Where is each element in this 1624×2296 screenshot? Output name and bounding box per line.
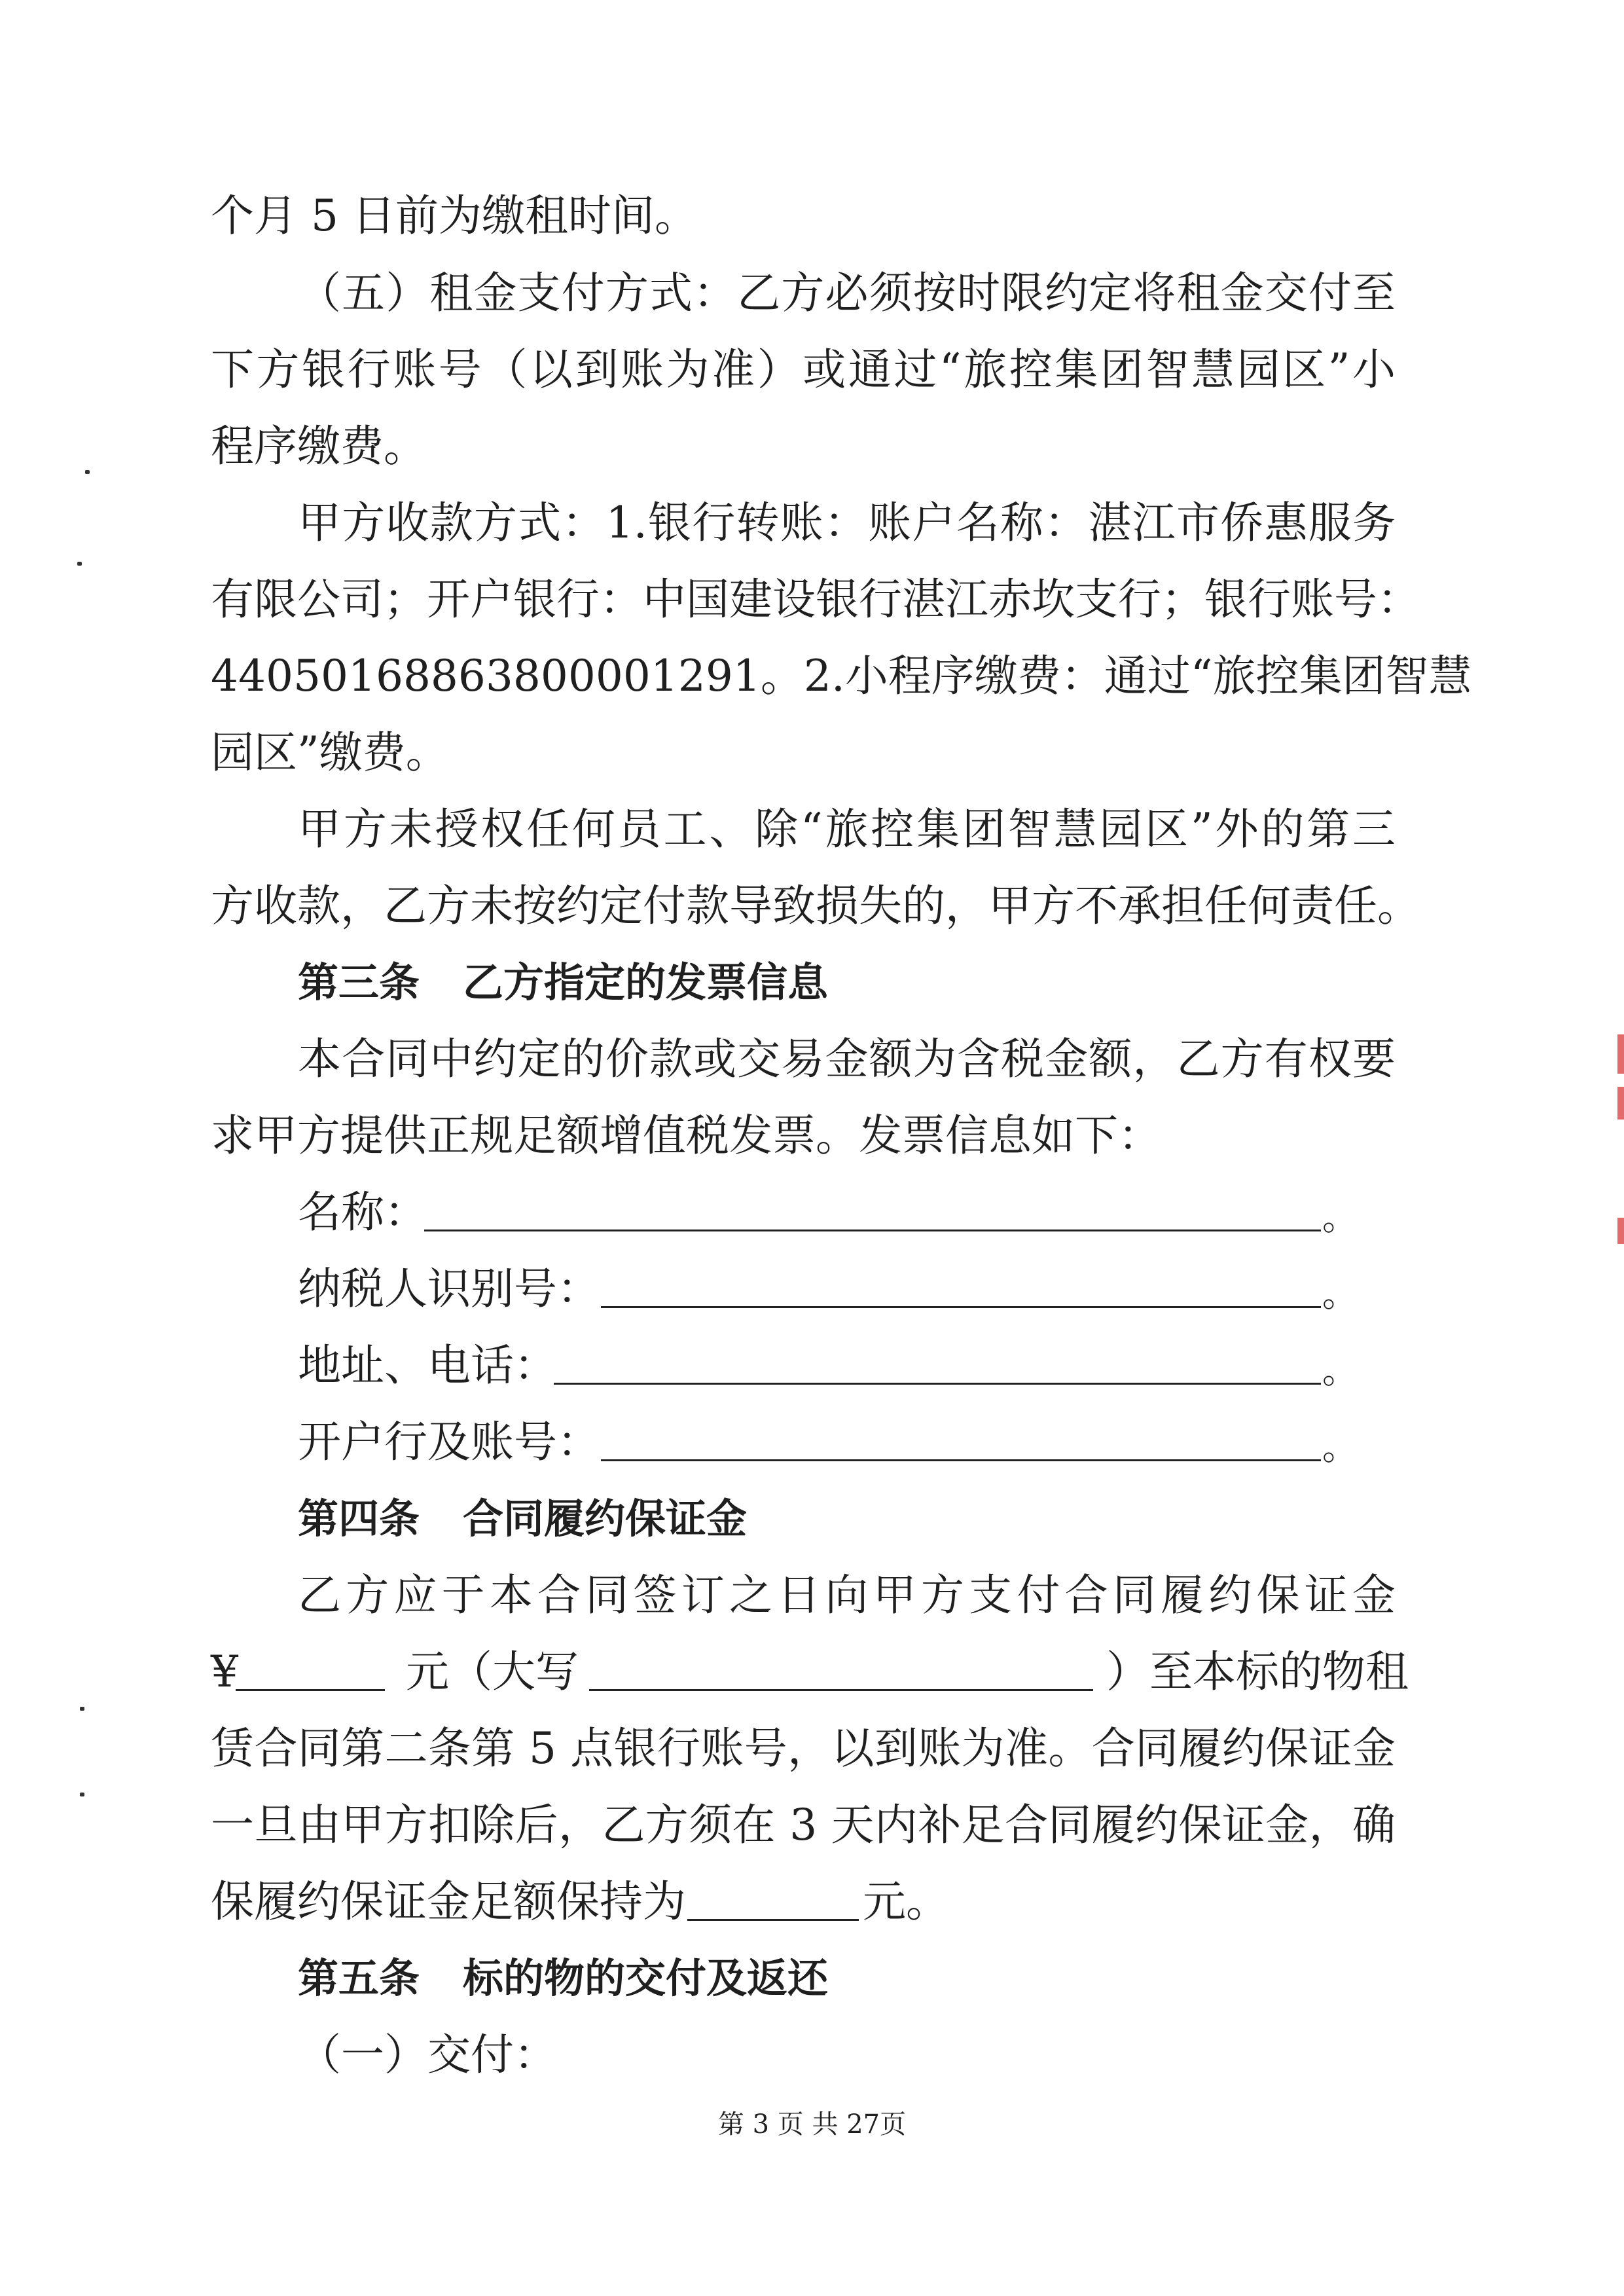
red-stamp-edge — [1617, 1087, 1624, 1120]
taxpayer-id-blank — [601, 1306, 1321, 1308]
text-line: 下方银行账号（以到账为准）或通过“旅控集团智慧园区”小 — [211, 344, 1396, 395]
invoice-name-label: 名称： — [298, 1187, 427, 1237]
field-end-mark: 。 — [1322, 1427, 1358, 1468]
bank-account-label: 开户行及账号： — [298, 1417, 600, 1467]
deposit-tail: ）至本标的物租 — [1106, 1647, 1409, 1697]
text-line: 本合同中约定的价款或交易金额为含税金额，乙方有权要 — [298, 1034, 1396, 1084]
deposit-words-blank — [589, 1689, 1093, 1691]
deposit-amount-blank — [236, 1689, 385, 1691]
text-line: 有限公司；开户银行：中国建设银行湛江赤坎支行；银行账号： — [211, 574, 1420, 625]
deposit-maintain-text: 保履约保证金足额保持为 — [211, 1876, 686, 1927]
text-line: 求甲方提供正规足额增值税发票。发票信息如下： — [211, 1110, 1161, 1161]
article-5-heading: 第五条 标的物的交付及返还 — [298, 1954, 829, 2002]
field-end-mark: 。 — [1322, 1350, 1358, 1391]
article-4-heading: 第四条 合同履约保证金 — [298, 1495, 748, 1542]
address-phone-label: 地址、电话： — [298, 1340, 557, 1391]
address-phone-blank — [554, 1383, 1321, 1385]
text-line: 甲方收款方式：1.银行转账：账户名称：湛江市侨惠服务 — [298, 498, 1396, 548]
text-line: 个月 5 日前为缴租时间。 — [211, 191, 698, 241]
text-line: 甲方未授权任何员工、除“旅控集团智慧园区”外的第三 — [298, 804, 1396, 854]
text-line: 园区”缴费。 — [211, 727, 449, 778]
scan-speck — [77, 562, 82, 566]
deposit-unit: 元（大写 — [406, 1647, 579, 1697]
text-line: 程序缴费。 — [211, 421, 427, 471]
article-3-heading: 第三条 乙方指定的发票信息 — [298, 958, 829, 1006]
red-stamp-edge — [1617, 1218, 1624, 1244]
bank-account-blank — [601, 1459, 1321, 1461]
text-line: 方收款，乙方未按约定付款导致损失的，甲方不承担任何责任。 — [211, 881, 1420, 931]
text-line: 44050168863800001291。2.小程序缴费：通过“旅控集团智慧 — [211, 651, 1472, 701]
text-line: 一旦由甲方扣除后，乙方须在 3 天内补足合同履约保证金，确 — [211, 1800, 1396, 1850]
text-line: 乙方应于本合同签订之日向甲方支付合同履约保证金 — [298, 1570, 1396, 1620]
red-stamp-edge — [1617, 1034, 1624, 1074]
text-line: 赁合同第二条第 5 点银行账号，以到账为准。合同履约保证金 — [211, 1723, 1396, 1774]
page-number-footer: 第 3 页 共 27页 — [717, 2109, 907, 2140]
scan-speck — [80, 1793, 84, 1796]
invoice-name-blank — [424, 1230, 1321, 1231]
field-end-mark: 。 — [1322, 1197, 1358, 1238]
scan-speck — [80, 1707, 84, 1711]
deposit-currency: ¥ — [211, 1647, 238, 1697]
text-line: （五）租金支付方式：乙方必须按时限约定将租金交付至 — [298, 268, 1396, 318]
deposit-maintain-unit: 元。 — [863, 1876, 949, 1927]
deposit-maintain-blank — [687, 1919, 859, 1921]
field-end-mark: 。 — [1322, 1273, 1358, 1315]
scan-speck — [85, 470, 90, 474]
taxpayer-id-label: 纳税人识别号： — [298, 1264, 600, 1314]
text-line: （一）交付： — [298, 2030, 557, 2080]
